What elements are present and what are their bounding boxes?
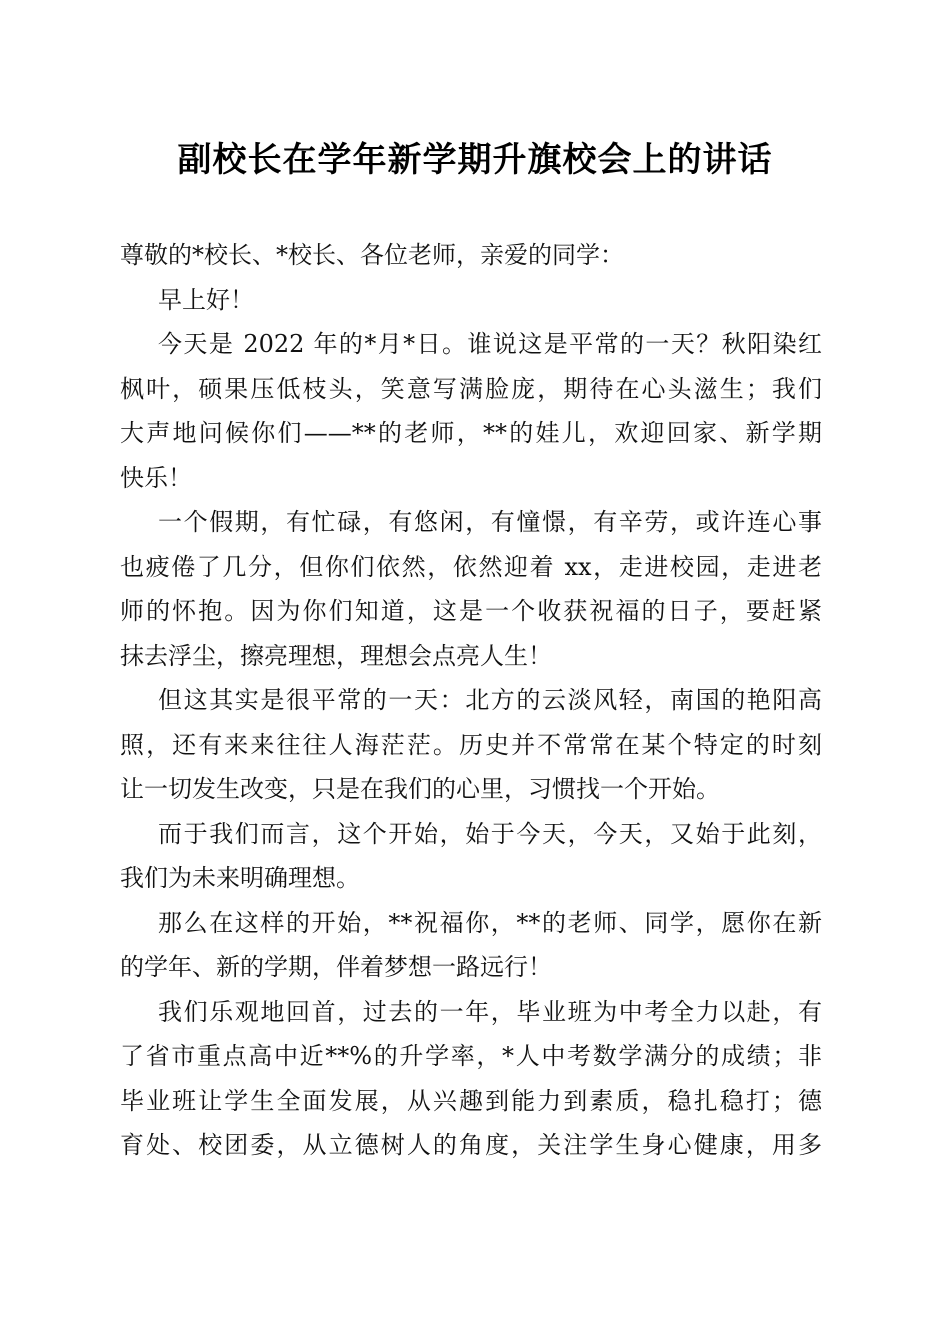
text-line: 抹去浮尘，擦亮理想，理想会点亮人生！	[120, 641, 552, 670]
paragraph	[120, 322, 822, 500]
text-line: 也疲倦了几分，但你们依然，依然迎着 xx，走进校园，走进老	[120, 552, 822, 581]
text-line: 那么在这样的开始，**祝福你，**的老师、同学，愿你在新	[158, 908, 822, 937]
paragraph	[120, 990, 822, 1168]
paragraph-salutation	[120, 233, 822, 278]
paragraph	[120, 500, 822, 678]
text-line: 师的怀抱。因为你们知道，这是一个收获祝福的日子，要赶紧	[120, 597, 822, 625]
text-line: 枫叶，硕果压低枝头，笑意写满脸庞，期待在心头滋生；我们	[120, 374, 822, 403]
paragraph-greeting	[120, 278, 822, 323]
text-line: 但这其实是很平常的一天：北方的云淡风轻，南国的艳阳高	[158, 686, 822, 714]
paragraph	[120, 901, 822, 990]
text-line: 快乐！	[120, 463, 192, 492]
text-line: 我们为未来明确理想。	[120, 864, 360, 892]
text-line: 我们乐观地回首，过去的一年，毕业班为中考全力以赴，有	[158, 997, 822, 1026]
text-line: 育处、校团委，从立德树人的角度，关注学生身心健康，用多	[120, 1131, 822, 1159]
text-line: 大声地问候你们——**的老师，**的娃儿，欢迎回家、新学期	[120, 419, 822, 447]
text-line: 了省市重点高中近**%的升学率，*人中考数学满分的成绩；非	[120, 1042, 822, 1070]
text-line: 让一切发生改变，只是在我们的心里，习惯找一个开始。	[120, 775, 720, 803]
page-title: 副校长在学年新学期升旗校会上的讲话	[177, 140, 773, 180]
text-line: 照，还有来来往往人海茫茫。历史并不常常在某个特定的时刻	[120, 730, 822, 759]
paragraph	[120, 678, 822, 812]
text-line: 毕业班让学生全面发展，从兴趣到能力到素质，稳扎稳打；德	[120, 1086, 822, 1115]
paragraph	[120, 812, 822, 901]
text-line: 早上好！	[158, 285, 254, 314]
text-line: 今天是 2022 年的*月*日。谁说这是平常的一天？秋阳染红	[158, 330, 822, 358]
text-line: 尊敬的*校长、*校长、各位老师，亲爱的同学：	[120, 241, 624, 269]
text-line: 的学年、新的学期，伴着梦想一路远行！	[120, 953, 552, 981]
text-line: 一个假期，有忙碌，有悠闲，有憧憬，有辛劳，或许连心事	[158, 508, 822, 536]
text-line: 而于我们而言，这个开始，始于今天，今天，又始于此刻，	[158, 819, 822, 848]
document-body	[120, 233, 822, 1168]
